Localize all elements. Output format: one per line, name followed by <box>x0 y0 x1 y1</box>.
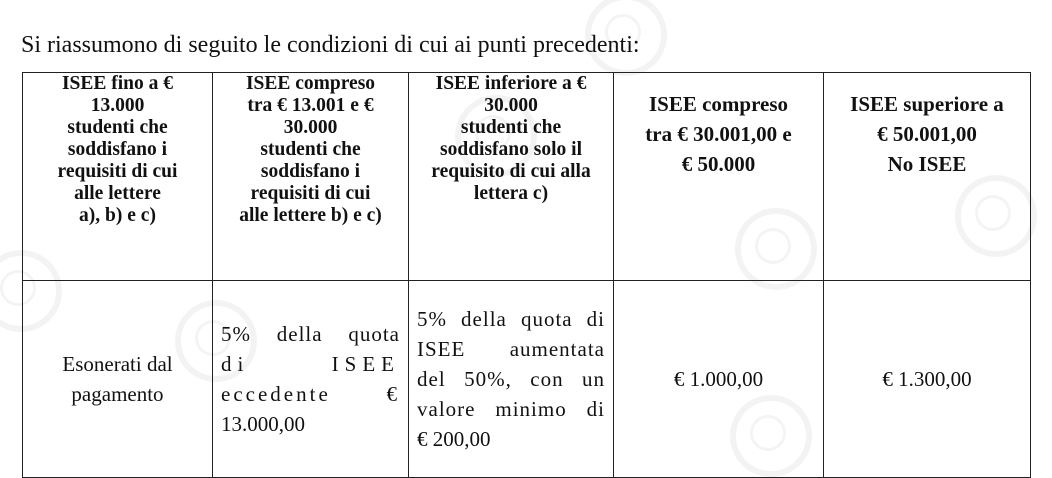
header-line: requisiti di cui <box>250 183 371 204</box>
value-line: € 1.300,00 <box>882 367 972 391</box>
header-isee-above-50001 <box>824 73 1031 281</box>
header-line: soddisfano i <box>260 161 361 182</box>
header-isee-up-to-13000 <box>23 73 213 281</box>
header-line: 30.000 <box>283 117 338 138</box>
value-line: valore minimo di <box>417 397 605 421</box>
header-line: studenti che <box>260 139 361 160</box>
header-line: tra € 13.001 e € <box>247 95 374 116</box>
value-line: pagamento <box>71 382 164 406</box>
value-5pct-increased <box>409 281 614 478</box>
header-line: € 50.001,00 <box>877 122 977 146</box>
header-line: requisito di cui alla <box>431 161 591 182</box>
header-line: studenti che <box>460 117 562 138</box>
value-line: ISEE aumentata <box>417 337 605 361</box>
header-line: ISEE compreso <box>648 92 789 116</box>
header-line: alle lettere b) e c) <box>239 205 382 226</box>
header-line: 30.000 <box>484 95 538 116</box>
header-row <box>23 73 1031 281</box>
header-isee-below-30000 <box>409 73 614 281</box>
value-line: di ISEE <box>221 352 400 376</box>
value-line: 5% della quota <box>221 322 400 346</box>
header-line: a), b) e c) <box>79 205 156 226</box>
header-line: ISEE compreso <box>245 73 376 94</box>
value-line: € 1.000,00 <box>673 367 764 391</box>
header-line: alle lettere <box>74 183 161 204</box>
header-line: studenti che <box>67 117 168 138</box>
header-line: ISEE inferiore a € <box>435 73 587 94</box>
value-line: Esonerati dal <box>62 352 173 376</box>
header-isee-30001-50000 <box>614 73 824 281</box>
header-line: tra € 30.001,00 e <box>645 122 792 146</box>
value-5pct-excess <box>213 281 409 478</box>
value-line: 5% della quota di <box>417 307 605 331</box>
value-line: eccedente € <box>221 382 400 406</box>
intro-text: Si riassumono di seguito le condizioni di cui ai punti precedenti: <box>21 32 640 58</box>
value-1300 <box>824 281 1031 478</box>
value-exempt <box>23 281 213 478</box>
value-line: 13.000,00 <box>221 412 305 436</box>
header-line: lettera c) <box>473 183 549 204</box>
header-line: No ISEE <box>887 152 967 176</box>
header-isee-13001-30000 <box>213 73 409 281</box>
header-line: ISEE fino a € <box>61 73 174 94</box>
header-line: requisiti di cui <box>57 161 178 182</box>
value-1000 <box>614 281 824 478</box>
values-row <box>23 281 1031 478</box>
header-line: € 50.000 <box>681 152 756 176</box>
value-line: € 200,00 <box>417 427 491 451</box>
header-line: soddisfano solo il <box>440 139 582 160</box>
isee-conditions-table <box>22 72 1031 478</box>
header-line: ISEE superiore a <box>850 92 1004 116</box>
header-line: 13.000 <box>90 95 145 116</box>
header-line: soddisfano i <box>67 139 168 160</box>
value-line: del 50%, con un <box>417 367 605 391</box>
